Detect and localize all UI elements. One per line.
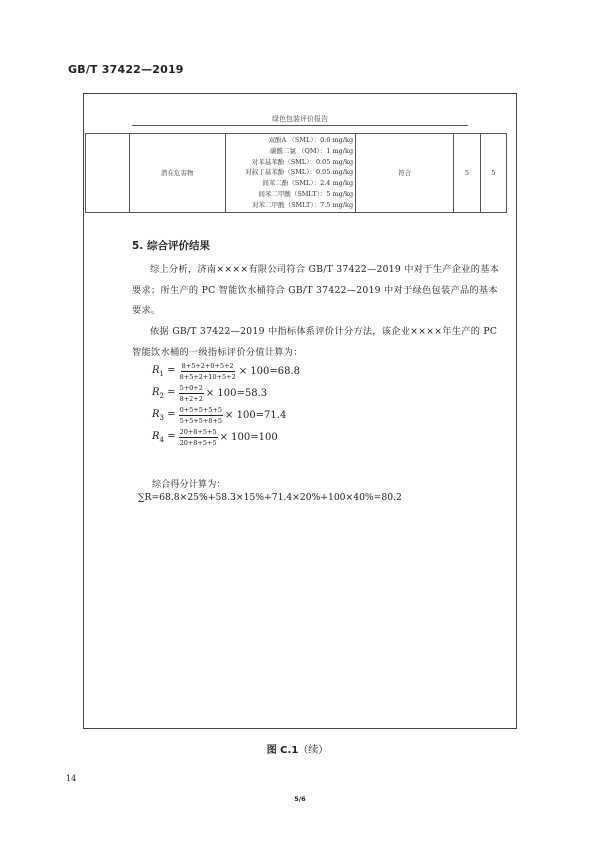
formula-r2 [152,384,267,403]
paragraph-analysis: 综上分析，济南××××有限公司符合 GB/T 37422—2019 中对于生产企业的基本要求；所生产的 PC 智能饮水桶符合 GB/T 37422—2019 中对于绿色包装产品的基本要求。 [132,264,500,316]
fraction [179,362,237,381]
category-cell: 潜在危害物 [129,134,225,213]
criteria-item: 碳酰二氯 （QM）：1 mg/kg [269,146,354,155]
criteria-item: 间苯二酚（SML）：2.4 mg/kg [262,179,354,188]
denominator: 8+2+2 [179,395,203,403]
formula-r1 [152,362,300,381]
formula-r3 [152,406,286,425]
fraction [179,428,218,447]
evaluation-table [85,133,507,213]
formula-r4 [152,428,278,447]
page-number: 14 [66,774,77,783]
criteria-item: 间苯二甲酸（SMLT）：5 mg/kg [258,189,354,198]
formula-result: × 100=58.3 [205,388,268,399]
denominator: 8+5+2+10+5+2 [179,373,236,381]
fraction [179,406,223,425]
blank-cell [86,134,130,213]
report-title: 绿色包装评价报告 [272,115,328,123]
numerator: 5+0+2 [179,384,203,392]
summary-formula: ∑R=68.8×25%+58.3×15%+71.4×20%+100×40%=80.2 [138,492,402,503]
criteria-item: 对苯基苯酚（SML）：0.05 mg/kg [251,157,354,166]
section-heading: 5. 综合评价结果 [132,240,210,252]
score-cell: 5 [454,134,480,213]
standard-code: GB/T 37422—2019 [68,63,184,76]
figure-label: 图 C.1 [266,745,299,756]
formula-lhs: $R_4$ = [152,431,176,444]
criteria-item: 双酚A （SML）：0.6 mg/kg [268,136,354,144]
criteria-item: 对叔丁基苯酚（SML）：0.05 mg/kg [245,168,354,177]
summary-label: 综合得分计算为： [152,479,226,490]
formula-result: × 100=100 [219,432,278,443]
figure-caption [0,741,595,756]
criteria-item: 对苯二甲酸（SMLT）：7.5 mg/kg [252,200,354,209]
denominator: 5+5+5+8+5 [179,417,223,425]
numerator: 8+5+2+0+5+2 [181,362,234,370]
formula-lhs: $R_1$ = [152,365,176,378]
report-title-rule [132,125,468,126]
figure-suffix: （续） [298,745,329,756]
formula-lhs: $R_3$ = [152,409,176,422]
report-page-indicator: 5/6 [294,795,306,803]
paragraph-method: 依据 GB/T 37422—2019 中指标体系评价计分方法，该企业××××年生产的 PC 智能饮水桶的一级指标评价分值计算为： [132,326,498,358]
denominator: 20+8+5+5 [179,439,217,447]
criteria-cell [225,134,355,213]
formula-lhs: $R_2$ = [152,387,176,400]
numerator: 0+5+5+5+5 [179,406,223,414]
result-cell: 符合 [356,134,454,213]
formula-result: × 100=71.4 [225,410,287,421]
score-cell: 5 [480,134,506,213]
fraction [179,384,204,403]
formula-result: × 100=68.8 [238,366,301,377]
numerator: 20+8+5+5 [179,428,217,436]
table-row [86,134,507,213]
